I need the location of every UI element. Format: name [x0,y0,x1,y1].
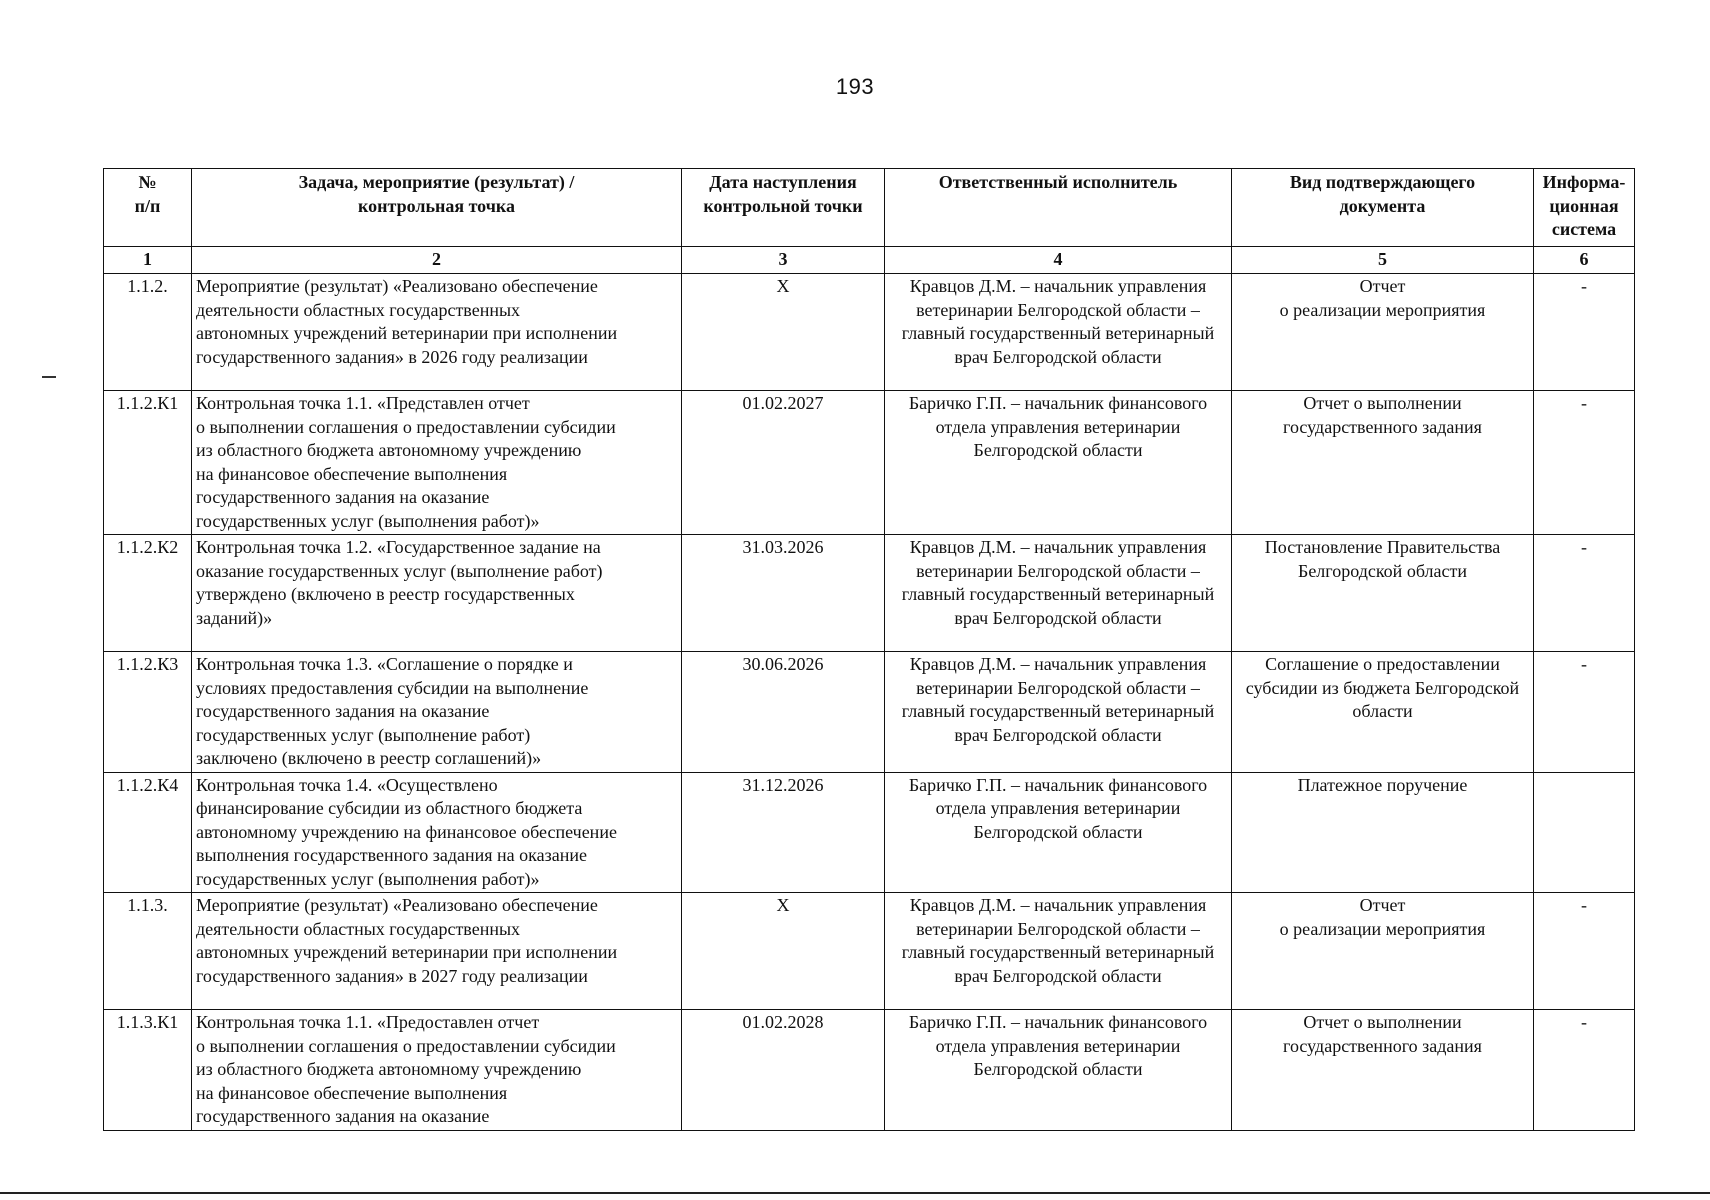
table-row [104,535,1635,652]
row-task: Мероприятие (результат) «Реализовано обеспечение деятельности областных государственных автономных учреждений ветеринарии при исполнении государственного задания» в 2027 году реализации [192,893,682,1010]
column-number: 3 [682,247,885,274]
scan-edge-line [0,1192,1710,1194]
row-system: - [1534,535,1635,652]
row-document: Платежное поручение [1232,772,1534,893]
row-date: Х [682,274,885,391]
row-number: 1.1.2. [104,274,192,391]
row-number: 1.1.3.К1 [104,1010,192,1131]
row-responsible: Кравцов Д.М. – начальник управления ветеринарии Белгородской области – главный государственный ветеринарный врач Белгородской области [885,535,1232,652]
column-number: 6 [1534,247,1635,274]
header-date: Дата наступления контрольной точки [682,169,885,247]
row-document: Отчет о реализации мероприятия [1232,893,1534,1010]
header-task: Задача, мероприятие (результат) / контрольная точка [192,169,682,247]
row-date: Х [682,893,885,1010]
header-document: Вид подтверждающего документа [1232,169,1534,247]
row-system: - [1534,1010,1635,1131]
row-task: Контрольная точка 1.2. «Государственное задание на оказание государственных услуг (выполнение работ) утверждено (включено в реестр государственных заданий)» [192,535,682,652]
row-responsible: Баричко Г.П. – начальник финансового отдела управления ветеринарии Белгородской области [885,1010,1232,1131]
row-number: 1.1.2.К3 [104,652,192,773]
table-row [104,274,1635,391]
header-row [104,169,1635,247]
row-system: - [1534,893,1635,1010]
row-responsible: Кравцов Д.М. – начальник управления ветеринарии Белгородской области – главный государственный ветеринарный врач Белгородской области [885,893,1232,1010]
row-document: Постановление Правительства Белгородской области [1232,535,1534,652]
row-date: 01.02.2028 [682,1010,885,1131]
page-number: 193 [835,74,875,99]
column-number: 4 [885,247,1232,274]
table-row [104,893,1635,1010]
row-responsible: Баричко Г.П. – начальник финансового отдела управления ветеринарии Белгородской области [885,391,1232,535]
row-system: - [1534,274,1635,391]
table-row [104,652,1635,773]
table-row [104,1010,1635,1131]
row-responsible: Баричко Г.П. – начальник финансового отдела управления ветеринарии Белгородской области [885,772,1232,893]
row-system: - [1534,391,1635,535]
row-task: Мероприятие (результат) «Реализовано обеспечение деятельности областных государственных автономных учреждений ветеринарии при исполнении государственного задания» в 2026 году реализации [192,274,682,391]
row-number: 1.1.2.К2 [104,535,192,652]
header-num: № п/п [104,169,192,247]
table-row [104,772,1635,893]
row-system [1534,772,1635,893]
row-number: 1.1.2.К1 [104,391,192,535]
column-number: 1 [104,247,192,274]
row-date: 31.03.2026 [682,535,885,652]
header-system: Информа- ционная система [1534,169,1635,247]
margin-mark [42,376,56,378]
row-task: Контрольная точка 1.4. «Осуществлено финансирование субсидии из областного бюджета автономному учреждению на финансовое обеспечение выполнения государственного задания на оказание государственных услуг (выполнения работ)» [192,772,682,893]
row-task: Контрольная точка 1.1. «Представлен отчет о выполнении соглашения о предоставлении субсидии из областного бюджета автономному учреждению на финансовое обеспечение выполнения государственного задания на оказание государственных услуг (выполнения работ)» [192,391,682,535]
column-number: 5 [1232,247,1534,274]
row-date: 30.06.2026 [682,652,885,773]
table-row [104,391,1635,535]
row-document: Отчет о реализации мероприятия [1232,274,1534,391]
row-document: Соглашение о предоставлении субсидии из бюджета Белгородской области [1232,652,1534,773]
row-task: Контрольная точка 1.3. «Соглашение о порядке и условиях предоставления субсидии на выполнение государственного задания на оказание государственных услуг (выполнение работ) заключено (включено в реестр соглашений)» [192,652,682,773]
row-document: Отчет о выполнении государственного задания [1232,391,1534,535]
row-task: Контрольная точка 1.1. «Предоставлен отчет о выполнении соглашения о предоставлении субсидии из областного бюджета автономному учреждению на финансовое обеспечение выполнения государственного задания на оказание [192,1010,682,1131]
column-number: 2 [192,247,682,274]
row-responsible: Кравцов Д.М. – начальник управления ветеринарии Белгородской области – главный государственный ветеринарный врач Белгородской области [885,274,1232,391]
header-responsible: Ответственный исполнитель [885,169,1232,247]
row-date: 31.12.2026 [682,772,885,893]
plan-table [103,168,1635,1131]
row-document: Отчет о выполнении государственного задания [1232,1010,1534,1131]
row-responsible: Кравцов Д.М. – начальник управления ветеринарии Белгородской области – главный государственный ветеринарный врач Белгородской области [885,652,1232,773]
row-number: 1.1.3. [104,893,192,1010]
row-number: 1.1.2.К4 [104,772,192,893]
column-number-row [104,247,1635,274]
row-system: - [1534,652,1635,773]
row-date: 01.02.2027 [682,391,885,535]
